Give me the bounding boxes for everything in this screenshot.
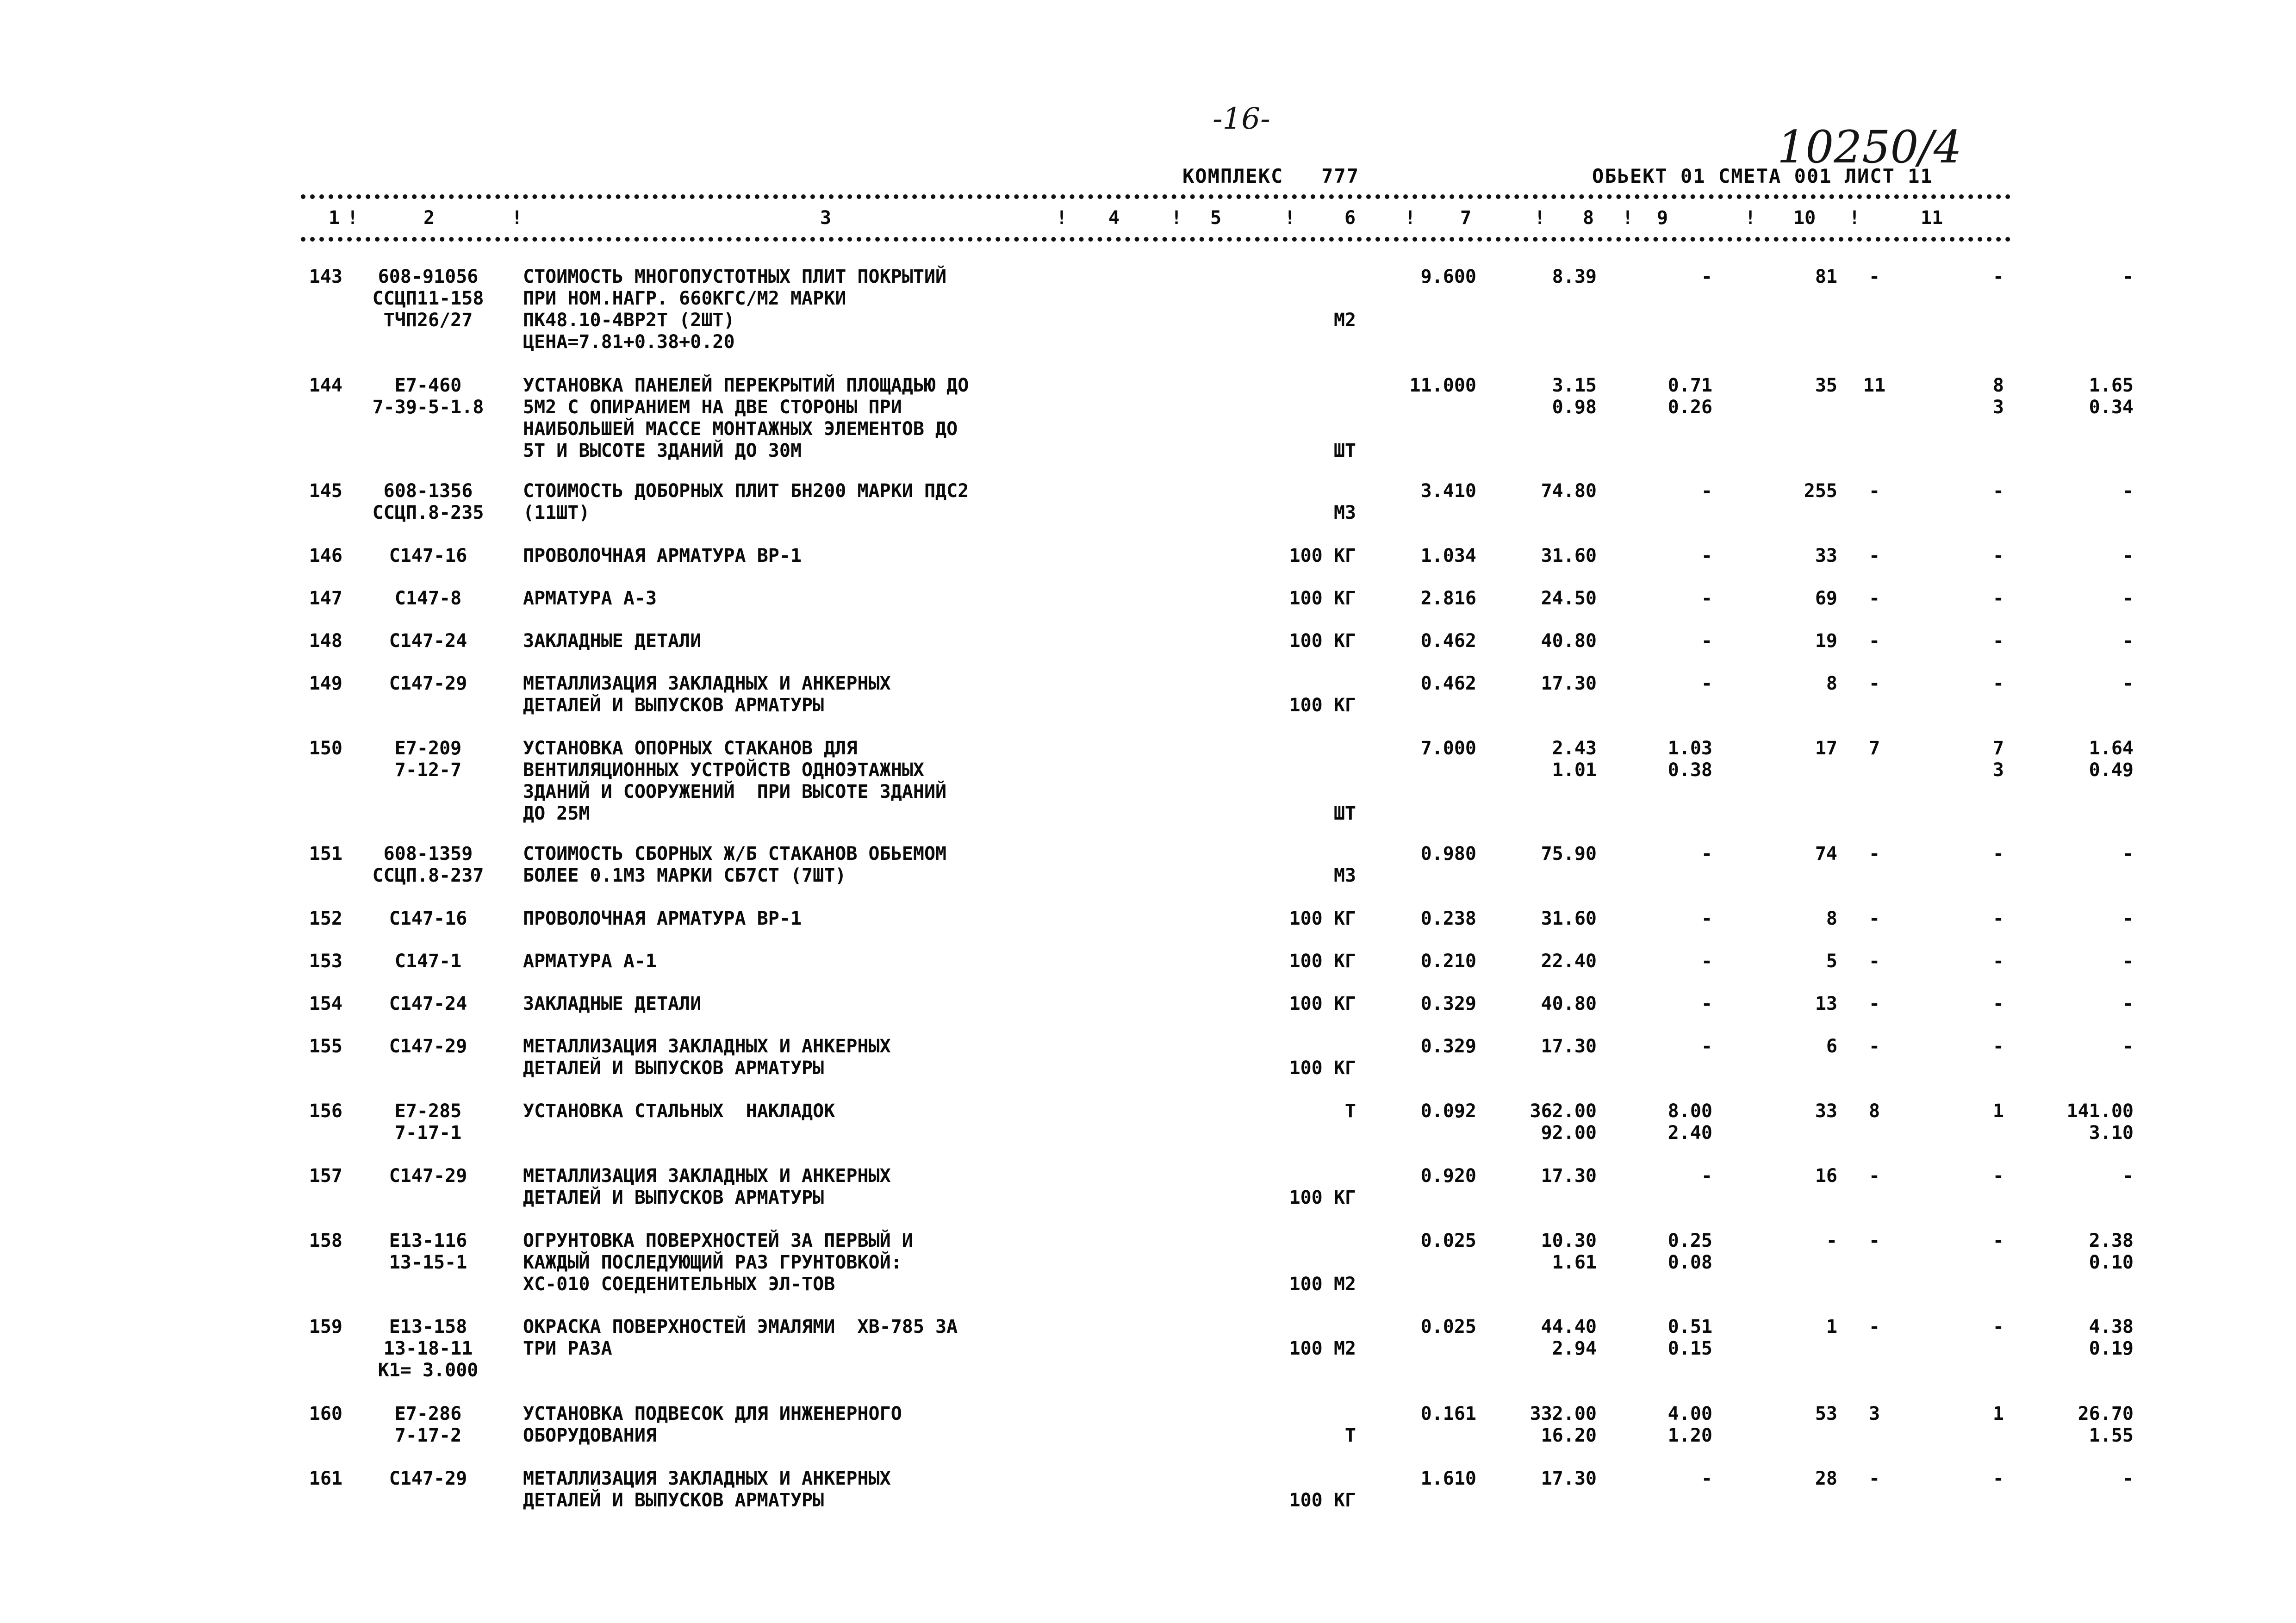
column-11-value xyxy=(1948,843,2296,865)
col-header-11: 11 xyxy=(1921,207,1943,229)
quantity: 0.161 xyxy=(1420,1403,1476,1424)
column-11-value xyxy=(1948,375,2296,418)
labor-value: - xyxy=(2122,266,2134,287)
column-8-value: - xyxy=(1868,1316,1880,1337)
total-cost: 1 xyxy=(1826,1316,1837,1337)
unit-price: 332.00 16.20 xyxy=(1530,1403,1597,1446)
labor-value: - xyxy=(2122,480,2134,502)
column-11-value xyxy=(1948,738,2296,781)
col-header-8: 8 xyxy=(1583,207,1594,229)
column-9-value: - xyxy=(1992,545,2004,566)
quantity: 1.610 xyxy=(1420,1468,1476,1489)
price-code: 608-1359 ССЦП.8-237 xyxy=(372,843,484,886)
row-number: 145 xyxy=(309,480,342,502)
header-rule xyxy=(301,237,2011,242)
machine-cost: 4.00 1.20 xyxy=(1668,1403,1712,1446)
unit-of-measure: М3 xyxy=(1333,865,1356,886)
table-row xyxy=(301,951,2134,993)
unit-of-measure: 100 КГ xyxy=(1289,588,1356,609)
quantity: 0.025 xyxy=(1420,1230,1476,1251)
machine-cost: 0.51 0.15 xyxy=(1668,1316,1712,1359)
labor-value: - xyxy=(2122,993,2134,1014)
unit-price: 31.60 xyxy=(1541,908,1597,929)
row-number: 159 xyxy=(309,1316,342,1337)
column-8-value: - xyxy=(1868,993,1880,1014)
column-9-value: - xyxy=(1992,1468,2004,1489)
price-code: С147-29 xyxy=(389,1036,467,1057)
column-8-value: - xyxy=(1868,545,1880,566)
column-11-value xyxy=(1948,1403,2296,1425)
machine-cost: - xyxy=(1701,1468,1712,1489)
column-11-value xyxy=(1948,1230,2296,1252)
machine-cost: - xyxy=(1701,993,1712,1014)
quantity: 7.000 xyxy=(1420,738,1476,759)
row-number: 158 xyxy=(309,1230,342,1251)
table-row xyxy=(301,738,2134,843)
unit-price: 3.15 0.98 xyxy=(1552,375,1597,418)
column-11-value xyxy=(1948,1468,2296,1490)
table-row xyxy=(301,1468,2134,1514)
table-row xyxy=(301,545,2134,588)
column-11-value xyxy=(1948,1165,2296,1187)
quantity: 0.238 xyxy=(1420,908,1476,929)
quantity: 9.600 xyxy=(1420,266,1476,287)
row-number: 160 xyxy=(309,1403,342,1424)
unit-price: 24.50 xyxy=(1541,588,1597,609)
work-description: АРМАТУРА А-3 xyxy=(523,588,657,609)
quantity: 0.329 xyxy=(1420,993,1476,1014)
unit-of-measure: ШТ xyxy=(1333,440,1356,461)
col-header-3: 3 xyxy=(820,207,832,229)
col-header-4: 4 xyxy=(1108,207,1120,229)
work-description: УСТАНОВКА СТАЛЬНЫХ НАКЛАДОК xyxy=(523,1101,835,1122)
table-row xyxy=(301,993,2134,1036)
machine-cost: 1.03 0.38 xyxy=(1668,738,1712,781)
col-header-6: 6 xyxy=(1344,207,1356,229)
total-cost: 17 xyxy=(1815,738,1837,759)
unit-of-measure: М2 xyxy=(1333,310,1356,331)
labor-value: - xyxy=(2122,1165,2134,1187)
quantity: 0.092 xyxy=(1420,1101,1476,1122)
labor-value: - xyxy=(2122,673,2134,694)
column-9-value: - xyxy=(1992,951,2004,972)
column-8-value: - xyxy=(1868,588,1880,609)
machine-cost: - xyxy=(1701,588,1712,609)
labor-value: 1.65 0.34 xyxy=(2089,375,2134,418)
unit-of-measure: 100 КГ xyxy=(1289,630,1356,652)
machine-cost: 8.00 2.40 xyxy=(1668,1101,1712,1144)
row-number: 157 xyxy=(309,1165,342,1187)
price-code: Е13-158 13-18-11 К1= 3.000 xyxy=(378,1316,479,1381)
unit-of-measure: 100 КГ xyxy=(1289,1187,1356,1208)
unit-of-measure: Т xyxy=(1344,1425,1356,1446)
machine-cost: - xyxy=(1701,1036,1712,1057)
labor-value: - xyxy=(2122,908,2134,929)
unit-price: 2.43 1.01 xyxy=(1552,738,1597,781)
row-number: 156 xyxy=(309,1101,342,1122)
price-code: Е7-209 7-12-7 xyxy=(394,738,462,781)
total-cost: 53 xyxy=(1815,1403,1837,1424)
column-8-value: - xyxy=(1868,480,1880,502)
labor-value: - xyxy=(2122,588,2134,609)
total-cost: 69 xyxy=(1815,588,1837,609)
labor-value: 141.00 3.10 xyxy=(2066,1101,2134,1144)
column-8-value: - xyxy=(1868,1165,1880,1187)
unit-of-measure: 100 КГ xyxy=(1289,993,1356,1014)
unit-of-measure: 100 КГ xyxy=(1289,951,1356,972)
labor-value: - xyxy=(2122,843,2134,864)
row-number: 150 xyxy=(309,738,342,759)
machine-cost: - xyxy=(1701,908,1712,929)
table-row xyxy=(301,588,2134,630)
column-8-value: 3 xyxy=(1868,1403,1880,1424)
work-description: УСТАНОВКА ПОДВЕСОК ДЛЯ ИНЖЕНЕРНОГО ОБОРУДОВАНИЯ xyxy=(523,1403,902,1446)
row-number: 149 xyxy=(309,673,342,694)
column-9-value: - xyxy=(1992,1230,2004,1251)
total-cost: 19 xyxy=(1815,630,1837,652)
unit-of-measure: ШТ xyxy=(1333,803,1356,824)
work-description: ЗАКЛАДНЫЕ ДЕТАЛИ xyxy=(523,993,702,1014)
machine-cost: - xyxy=(1701,1165,1712,1187)
price-code: С147-24 xyxy=(389,993,467,1014)
labor-value: - xyxy=(2122,545,2134,566)
column-11-value xyxy=(1948,673,2296,695)
column-9-value: - xyxy=(1992,1036,2004,1057)
column-11-value xyxy=(1948,993,2296,1015)
column-9-value: - xyxy=(1992,908,2004,929)
total-cost: 81 xyxy=(1815,266,1837,287)
column-8-value: - xyxy=(1868,1230,1880,1251)
machine-cost: 0.25 0.08 xyxy=(1668,1230,1712,1273)
price-code: С147-8 xyxy=(394,588,462,609)
col-header-10: 10 xyxy=(1793,207,1816,229)
column-8-value: 7 xyxy=(1868,738,1880,759)
unit-of-measure: 100 КГ xyxy=(1289,1490,1356,1511)
unit-of-measure: М3 xyxy=(1333,502,1356,523)
column-9-value: - xyxy=(1992,993,2004,1014)
column-11-value xyxy=(1948,951,2296,972)
object-sheet-label: ОБЬЕКТ 01 СМЕТА 001 ЛИСТ 11 xyxy=(1592,165,1933,187)
price-code: С147-29 xyxy=(389,1468,467,1489)
column-11-value xyxy=(1948,480,2296,502)
total-cost: 5 xyxy=(1826,951,1837,972)
table-row xyxy=(301,1316,2134,1403)
work-description: СТОИМОСТЬ ДОБОРНЫХ ПЛИТ БН200 МАРКИ ПДС2 (11ШТ) xyxy=(523,480,969,523)
work-description: ОКРАСКА ПОВЕРХНОСТЕЙ ЭМАЛЯМИ ХВ-785 ЗА ТРИ РАЗА xyxy=(523,1316,958,1359)
price-code: С147-29 xyxy=(389,673,467,694)
column-8-value: 8 xyxy=(1868,1101,1880,1122)
column-9-value: - xyxy=(1992,630,2004,652)
total-cost: 35 xyxy=(1815,375,1837,396)
table-row xyxy=(301,1165,2134,1230)
complex-label: КОМПЛЕКС 777 xyxy=(1182,165,1360,187)
quantity: 0.980 xyxy=(1420,843,1476,864)
table-row xyxy=(301,1230,2134,1316)
work-description: ПРОВОЛОЧНАЯ АРМАТУРА ВР-1 xyxy=(523,908,802,929)
machine-cost: - xyxy=(1701,480,1712,502)
column-8-value: 11 xyxy=(1863,375,1886,396)
unit-price: 17.30 xyxy=(1541,1468,1597,1489)
work-description: СТОИМОСТЬ МНОГОПУСТОТНЫХ ПЛИТ ПОКРЫТИЙ ПРИ НОМ.НАГР. 660КГС/М2 МАРКИ ПК48.10-4ВР2Т (2ШТ) ЦЕНА=7.81+0.38+0.20 xyxy=(523,266,947,353)
machine-cost: - xyxy=(1701,951,1712,972)
total-cost: 33 xyxy=(1815,545,1837,566)
machine-cost: - xyxy=(1701,630,1712,652)
column-9-value: - xyxy=(1992,673,2004,694)
column-11-value xyxy=(1948,1316,2296,1338)
col-header-5: 5 xyxy=(1210,207,1222,229)
total-cost: 8 xyxy=(1826,673,1837,694)
row-number: 146 xyxy=(309,545,342,566)
column-9-value: 8 3 xyxy=(1992,375,2004,418)
work-description: АРМАТУРА А-1 xyxy=(523,951,657,972)
labor-value: - xyxy=(2122,951,2134,972)
row-number: 144 xyxy=(309,375,342,396)
labor-value: - xyxy=(2122,1468,2134,1489)
row-number: 151 xyxy=(309,843,342,864)
labor-value: 26.70 1.55 xyxy=(2078,1403,2134,1446)
quantity: 0.025 xyxy=(1420,1316,1476,1337)
labor-value: 2.38 0.10 xyxy=(2089,1230,2134,1273)
column-11-value xyxy=(1948,630,2296,652)
reference-number-handwritten: 10250/4 xyxy=(1777,121,1962,173)
table-row xyxy=(301,908,2134,951)
work-description: МЕТАЛЛИЗАЦИЯ ЗАКЛАДНЫХ И АНКЕРНЫХ ДЕТАЛЕЙ И ВЫПУСКОВ АРМАТУРЫ xyxy=(523,1036,891,1079)
row-number: 148 xyxy=(309,630,342,652)
work-description: МЕТАЛЛИЗАЦИЯ ЗАКЛАДНЫХ И АНКЕРНЫХ ДЕТАЛЕЙ И ВЫПУСКОВ АРМАТУРЫ xyxy=(523,1468,891,1511)
price-code: С147-24 xyxy=(389,630,467,652)
column-8-value: - xyxy=(1868,266,1880,287)
total-cost: 6 xyxy=(1826,1036,1837,1057)
total-cost: 16 xyxy=(1815,1165,1837,1187)
price-code: Е7-460 7-39-5-1.8 xyxy=(372,375,484,418)
labor-value: 4.38 0.19 xyxy=(2089,1316,2134,1359)
labor-value: - xyxy=(2122,630,2134,652)
quantity: 0.210 xyxy=(1420,951,1476,972)
quantity: 2.816 xyxy=(1420,588,1476,609)
column-9-value: 1 xyxy=(1992,1403,2004,1424)
column-11-value xyxy=(1948,266,2296,288)
unit-of-measure: 100 М2 xyxy=(1289,1338,1356,1359)
work-description: СТОИМОСТЬ СБОРНЫХ Ж/Б СТАКАНОВ ОБЬЕМОМ БОЛЕЕ 0.1М3 МАРКИ СБ7СТ (7ШТ) xyxy=(523,843,947,886)
column-8-value: - xyxy=(1868,673,1880,694)
quantity: 0.462 xyxy=(1420,673,1476,694)
price-code: 608-1356 ССЦП.8-235 xyxy=(372,480,484,523)
column-8-value: - xyxy=(1868,908,1880,929)
labor-value: - xyxy=(2122,1036,2134,1057)
unit-of-measure: 100 КГ xyxy=(1289,1057,1356,1079)
column-8-value: - xyxy=(1868,1036,1880,1057)
price-code: 608-91056 ССЦП11-158 ТЧП26/27 xyxy=(372,266,484,331)
column-9-value: - xyxy=(1992,588,2004,609)
unit-of-measure: 100 КГ xyxy=(1289,908,1356,929)
row-number: 143 xyxy=(309,266,342,287)
unit-price: 40.80 xyxy=(1541,630,1597,652)
table-row xyxy=(301,1403,2134,1468)
row-number: 153 xyxy=(309,951,342,972)
unit-price: 75.90 xyxy=(1541,843,1597,864)
unit-price: 362.00 92.00 xyxy=(1530,1101,1597,1144)
total-cost: 28 xyxy=(1815,1468,1837,1489)
top-rule xyxy=(301,194,2011,199)
quantity: 0.329 xyxy=(1420,1036,1476,1057)
quantity: 1.034 xyxy=(1420,545,1476,566)
table-row xyxy=(301,1036,2134,1101)
unit-price: 17.30 xyxy=(1541,673,1597,694)
table-row xyxy=(301,375,2134,480)
quantity: 0.920 xyxy=(1420,1165,1476,1187)
price-code: С147-29 xyxy=(389,1165,467,1187)
work-description: МЕТАЛЛИЗАЦИЯ ЗАКЛАДНЫХ И АНКЕРНЫХ ДЕТАЛЕЙ И ВЫПУСКОВ АРМАТУРЫ xyxy=(523,1165,891,1208)
total-cost: 13 xyxy=(1815,993,1837,1014)
column-9-value: - xyxy=(1992,843,2004,864)
column-9-value: - xyxy=(1992,1316,2004,1337)
unit-of-measure: 100 КГ xyxy=(1289,695,1356,716)
unit-price: 8.39 xyxy=(1552,266,1597,287)
column-11-value xyxy=(1948,1036,2296,1057)
column-8-value: - xyxy=(1868,630,1880,652)
col-header-9: 9 xyxy=(1657,207,1668,229)
column-11-value xyxy=(1948,545,2296,567)
column-8-value: - xyxy=(1868,1468,1880,1489)
total-cost: 74 xyxy=(1815,843,1837,864)
work-description: МЕТАЛЛИЗАЦИЯ ЗАКЛАДНЫХ И АНКЕРНЫХ ДЕТАЛЕЙ И ВЫПУСКОВ АРМАТУРЫ xyxy=(523,673,891,716)
table-row xyxy=(301,1101,2134,1165)
unit-price: 17.30 xyxy=(1541,1036,1597,1057)
column-9-value: - xyxy=(1992,266,2004,287)
unit-price: 44.40 2.94 xyxy=(1541,1316,1597,1359)
column-11-value xyxy=(1948,908,2296,930)
row-number: 155 xyxy=(309,1036,342,1057)
column-9-value: - xyxy=(1992,480,2004,502)
column-11-value xyxy=(1948,588,2296,609)
work-description: УСТАНОВКА ПАНЕЛЕЙ ПЕРЕКРЫТИЙ ПЛОЩАДЬЮ ДО 5М2 С ОПИРАНИЕМ НА ДВЕ СТОРОНЫ ПРИ НАИБОЛЬШЕЙ МАССЕ МОНТАЖНЫХ ЭЛЕМЕНТОВ ДО 5Т И ВЫСОТЕ ЗДАНИЙ ДО 30М xyxy=(523,375,969,461)
column-header-row: 1 ! 2 ! 3 ! 4 ! 5 ! 6 ! 7 ! 8 ! 9 ! 10 ! 11 xyxy=(329,207,1943,229)
quantity: 0.462 xyxy=(1420,630,1476,652)
unit-price: 10.30 1.61 xyxy=(1541,1230,1597,1273)
page-number-handwritten: -16- xyxy=(1213,102,1270,136)
table-row xyxy=(301,630,2134,673)
column-11-value xyxy=(1948,1101,2296,1122)
unit-price: 31.60 xyxy=(1541,545,1597,566)
row-number: 152 xyxy=(309,908,342,929)
table-row xyxy=(301,673,2134,738)
machine-cost: - xyxy=(1701,545,1712,566)
table-row xyxy=(301,480,2134,545)
unit-price: 17.30 xyxy=(1541,1165,1597,1187)
total-cost: 8 xyxy=(1826,908,1837,929)
row-number: 154 xyxy=(309,993,342,1014)
table-row xyxy=(301,266,2134,375)
quantity: 11.000 xyxy=(1409,375,1476,396)
unit-of-measure: 100 М2 xyxy=(1289,1274,1356,1295)
labor-value: 1.64 0.49 xyxy=(2089,738,2134,781)
machine-cost: - xyxy=(1701,843,1712,864)
machine-cost: - xyxy=(1701,266,1712,287)
unit-of-measure: Т xyxy=(1344,1101,1356,1122)
work-description: УСТАНОВКА ОПОРНЫХ СТАКАНОВ ДЛЯ ВЕНТИЛЯЦИОННЫХ УСТРОЙСТВ ОДНОЭТАЖНЫХ ЗДАНИЙ И СООРУЖЕНИЙ ПРИ ВЫСОТЕ ЗДАНИЙ ДО 25М xyxy=(523,738,947,824)
total-cost: 33 xyxy=(1815,1101,1837,1122)
col-header-2: 2 xyxy=(423,207,435,229)
unit-price: 40.80 xyxy=(1541,993,1597,1014)
col-header-7: 7 xyxy=(1460,207,1472,229)
price-code: Е13-116 13-15-1 xyxy=(389,1230,467,1273)
work-description: ПРОВОЛОЧНАЯ АРМАТУРА ВР-1 xyxy=(523,545,802,566)
table-row xyxy=(301,843,2134,908)
unit-price: 74.80 xyxy=(1541,480,1597,502)
price-code: С147-16 xyxy=(389,908,467,929)
col-header-1: 1 xyxy=(329,207,340,229)
row-number: 147 xyxy=(309,588,342,609)
column-8-value: - xyxy=(1868,951,1880,972)
total-cost: - xyxy=(1826,1230,1837,1251)
price-code: С147-16 xyxy=(389,545,467,566)
unit-of-measure: 100 КГ xyxy=(1289,545,1356,566)
machine-cost: - xyxy=(1701,673,1712,694)
work-description: ОГРУНТОВКА ПОВЕРХНОСТЕЙ ЗА ПЕРВЫЙ И КАЖДЫЙ ПОСЛЕДУЮЩИЙ РАЗ ГРУНТОВКОЙ: ХС-010 СОЕДЕНИТЕЛЬНЫХ ЭЛ-ТОВ xyxy=(523,1230,913,1295)
column-9-value: - xyxy=(1992,1165,2004,1187)
total-cost: 255 xyxy=(1804,480,1837,502)
machine-cost: 0.71 0.26 xyxy=(1668,375,1712,418)
column-8-value: - xyxy=(1868,843,1880,864)
row-number: 161 xyxy=(309,1468,342,1489)
price-code: С147-1 xyxy=(394,951,462,972)
price-code: Е7-285 7-17-1 xyxy=(394,1101,462,1144)
column-9-value: 7 3 xyxy=(1992,738,2004,781)
unit-price: 22.40 xyxy=(1541,951,1597,972)
column-9-value: 1 xyxy=(1992,1101,2004,1122)
work-description: ЗАКЛАДНЫЕ ДЕТАЛИ xyxy=(523,630,702,652)
price-code: Е7-286 7-17-2 xyxy=(394,1403,462,1446)
estimate-table xyxy=(301,266,2134,1514)
quantity: 3.410 xyxy=(1420,480,1476,502)
